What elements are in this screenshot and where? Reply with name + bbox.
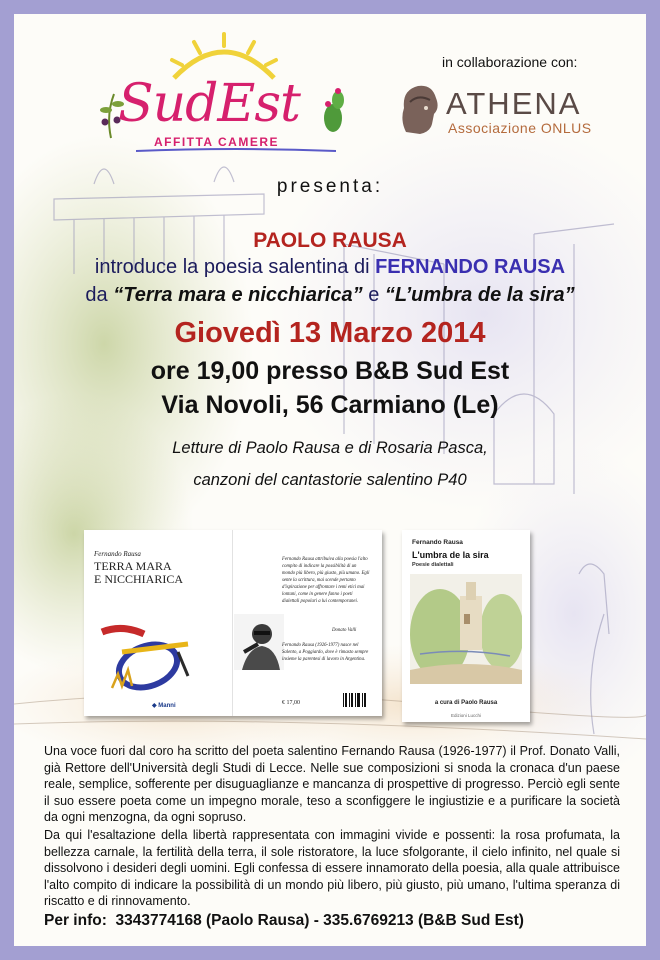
songs-line: canzoni del cantastorie salentino P40 [193,471,467,489]
event-time-place: ore 19,00 presso B&B Sud Est [150,357,510,385]
sudest-logo-text: SudEst [118,74,300,134]
author-portrait [234,614,284,670]
titles-da: da [85,284,108,306]
book-titles-line [14,284,646,307]
readings-line: Letture di Paolo Rausa e di Rosaria Pasca, [172,439,488,457]
book1-publisher-name: Manni [158,703,176,709]
cactus-icon [318,88,348,134]
book-umbra-cover [402,530,530,722]
barcode [342,692,368,708]
sudest-subtitle: AFFITTA CAMERE [154,135,279,149]
book2-subtitle: Poesie dialettali [412,562,454,568]
contact-line [44,912,644,930]
title-terra-mara: “Terra mara e nicchiarica” [113,284,363,306]
poet-name: FERNANDO RAUSA [375,256,566,278]
logo-underline [136,148,336,154]
event-address: Via Novoli, 56 Carmiano (Le) [161,391,499,419]
contact-phone-paolo[interactable]: 3343774168 (Paolo Rausa) [115,912,310,929]
book-spine [232,530,233,716]
description-paragraph-2: Da qui l'esaltazione della libertà rappresentata con immagini vivide e possenti: la rosa profumata, la bellezza carnale, la fertilità della terra, il sole ristoratore, la luce sfolgorante, il cielo infinito, nel quale si dissolvono i desideri degli uomini. Egli confessa di essere innamorato della poesia, alla quale attribuisce l'alto compito di indicare la possibilità di un mondo più libero, più giusto, più umano, l'ultima speranza di riscatto e di rinnovamento. [44,828,620,909]
book1-back-paragraph1: Fernando Rausa attribuiva alla poesia l'alto compito di indicare la possibilità di un mondo più libero, più giusto, più umano. Egli sente la scrittura, mai scende pertanto d'ispirazione per affrontare i temi etici mai lontani, come in genere fanno i poeti dialettali popolari a lui contemporanei. [282,557,370,604]
presenta-label: presenta: [276,176,384,197]
contact-separator: - [313,912,319,929]
book1-publisher [152,702,176,709]
athena-head-icon [396,80,442,136]
book2-author: Fernando Rausa [412,539,463,546]
description-paragraph-1: Una voce fuori dal coro ha scritto del poeta salentino Fernando Rausa (1926-1977) il Prof. Donato Valli, già Rettore dell'Università degli Studi di Lecce. Nelle sue composizioni si snoda la cronaca d'un paese reale, semplice, sofferente per disuguaglianze e mancanza di prospettive di progresso. Perciò egli sente il suo essere poeta come un impegno morale, teso a sconfiggere le ingiustizie e a purificare la società da ogni menzogna, da ogni sopruso. [44,744,620,825]
poster [14,14,646,946]
event-date: Giovedì 13 Marzo 2014 [174,317,486,349]
book-terra-mara-cover [84,530,382,716]
titles-e: e [368,284,380,306]
sun-icon [154,32,294,80]
book1-title-line2: E NICCHIARICA [94,572,183,586]
title-umbra: “L’umbra de la sira” [384,284,575,306]
book1-author: Fernando Rausa [94,550,141,558]
book1-back-paragraph2: Fernando Rausa (1926-1977) nasce nel Salento, a Poggiardo, dove è rimasto sempre insieme la parentesi di lavoro in Argentina. [282,643,369,662]
book2-cover-painting [410,574,522,684]
athena-name: ATHENA [446,86,582,121]
intro-line [14,256,646,279]
sudest-logo [96,32,346,152]
speaker-name: PAOLO RAUSA [253,229,407,252]
book2-publisher: Edizioni Lucchi [450,713,482,718]
book1-price: € 17,00 [282,700,300,706]
book1-back-signature: Donato Valli [332,628,357,633]
athena-subtitle: Associazione ONLUS [448,120,592,136]
book1-title-line1: TERRA MARA [94,559,172,573]
contact-phone-bb[interactable]: 335.6769213 (B&B Sud Est) [323,912,524,929]
collaboration-label: in collaborazione con: [442,54,578,70]
intro-prefix: introduce la poesia salentina di [94,256,370,278]
publisher-mark-icon: ◆ [152,703,157,709]
contact-label: Per info: [44,912,107,929]
book2-title: L'umbra de la sira [412,550,489,560]
book1-cover-art [92,622,224,704]
book2-curator: a cura di Paolo Rausa [434,700,498,706]
